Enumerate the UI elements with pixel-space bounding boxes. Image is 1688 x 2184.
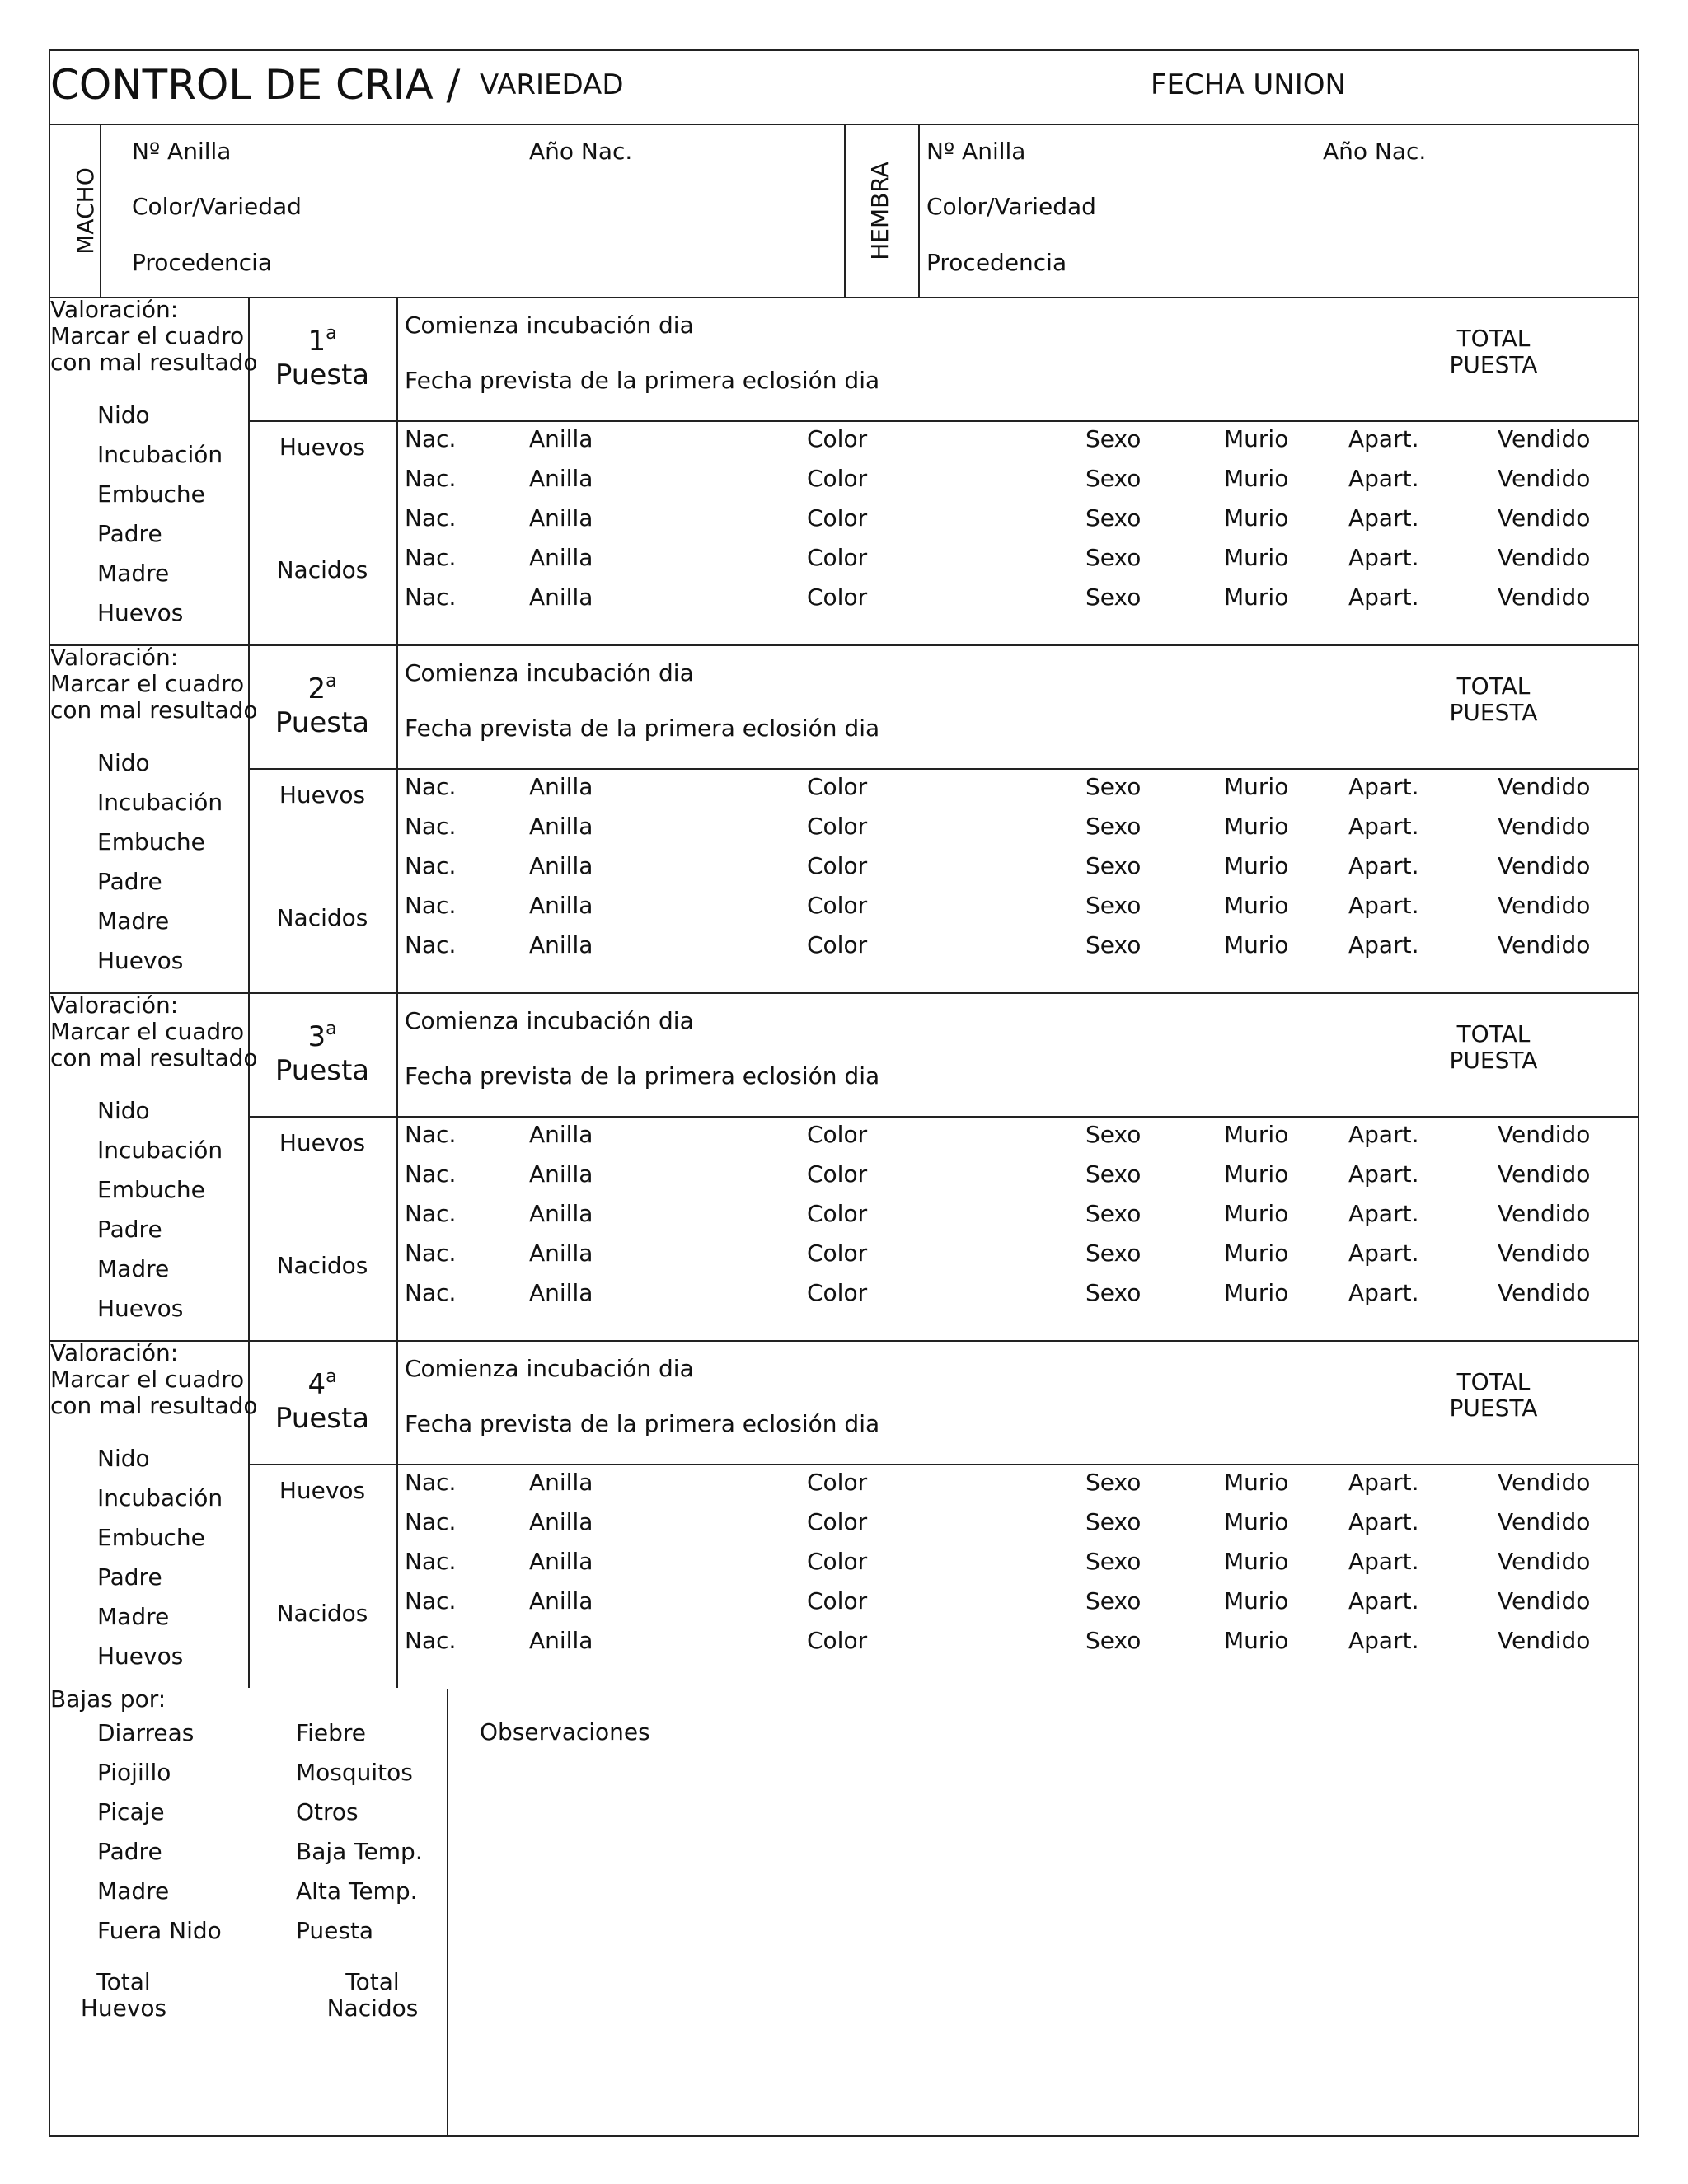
- row-anilla-label: Anilla: [529, 1508, 593, 1535]
- row-color-label: Color: [807, 1548, 868, 1575]
- valoracion-text: Marcar el cuadro: [50, 322, 245, 349]
- valoracion-text: Marcar el cuadro: [50, 670, 245, 697]
- huevos-label: Huevos: [279, 1477, 366, 1504]
- row-apart-label: Apart.: [1348, 813, 1419, 840]
- row-vendido-label: Vendido: [1498, 1469, 1591, 1496]
- row-nac-label: Nac.: [405, 773, 457, 800]
- puesta-number-suffix: a: [326, 1366, 337, 1387]
- row-vendido-label: Vendido: [1498, 544, 1591, 571]
- check-item: Nido: [97, 401, 150, 429]
- row-sexo-label: Sexo: [1085, 931, 1142, 958]
- row-sexo-label: Sexo: [1085, 1587, 1142, 1615]
- row-sexo-label: Sexo: [1085, 1548, 1142, 1575]
- check-item: Incubación: [97, 1484, 223, 1511]
- row-sexo-label: Sexo: [1085, 1200, 1142, 1227]
- row-apart-label: Apart.: [1348, 504, 1419, 532]
- row-apart-label: Apart.: [1348, 544, 1419, 571]
- puesta-number: [249, 323, 396, 358]
- row-color-label: Color: [807, 1508, 868, 1535]
- fecha-union-label: FECHA UNION: [1151, 68, 1346, 101]
- check-item: Huevos: [97, 1295, 184, 1322]
- row-vendido-label: Vendido: [1498, 1200, 1591, 1227]
- row-apart-label: Apart.: [1348, 1279, 1419, 1306]
- row-nac-label: Nac.: [405, 425, 457, 452]
- puesta-number: [249, 1019, 396, 1053]
- row-nac-label: Nac.: [405, 1200, 457, 1227]
- row-nac-label: Nac.: [405, 1587, 457, 1615]
- valoracion-text: Valoración:: [50, 991, 179, 1019]
- row-murio-label: Murio: [1224, 931, 1289, 958]
- total-huevos-line1: Total: [96, 1968, 151, 1995]
- parents-bottom-divider: [49, 297, 1639, 298]
- total-nacidos-line2: Nacidos: [326, 1994, 419, 2022]
- row-vendido-label: Vendido: [1498, 1627, 1591, 1654]
- huevos-label: Huevos: [279, 434, 366, 461]
- row-color-label: Color: [807, 504, 868, 532]
- row-murio-label: Murio: [1224, 1121, 1289, 1148]
- row-vendido-label: Vendido: [1498, 1548, 1591, 1575]
- puesta-label-divider: [396, 1341, 398, 1688]
- row-color-label: Color: [807, 425, 868, 452]
- comienza-incubacion: Comienza incubación dia: [405, 312, 694, 339]
- puesta-label-divider: [396, 993, 398, 1340]
- row-sexo-label: Sexo: [1085, 773, 1142, 800]
- hembra-label: HEMBRA: [866, 162, 893, 260]
- row-sexo-label: Sexo: [1085, 1469, 1142, 1496]
- row-apart-label: Apart.: [1348, 1508, 1419, 1535]
- puesta-number: [249, 1366, 396, 1401]
- row-apart-label: Apart.: [1348, 852, 1419, 879]
- macho-color: Color/Variedad: [132, 193, 302, 220]
- row-anilla-label: Anilla: [529, 1279, 593, 1306]
- row-anilla-label: Anilla: [529, 1160, 593, 1188]
- row-color-label: Color: [807, 583, 868, 611]
- row-sexo-label: Sexo: [1085, 1508, 1142, 1535]
- row-color-label: Color: [807, 1240, 868, 1267]
- row-vendido-label: Vendido: [1498, 1121, 1591, 1148]
- row-anilla-label: Anilla: [529, 425, 593, 452]
- puesta-label: Puesta: [274, 359, 370, 391]
- row-apart-label: Apart.: [1348, 425, 1419, 452]
- row-sexo-label: Sexo: [1085, 425, 1142, 452]
- check-item: Padre: [97, 520, 162, 547]
- row-anilla-label: Anilla: [529, 504, 593, 532]
- row-color-label: Color: [807, 813, 868, 840]
- row-murio-label: Murio: [1224, 1508, 1289, 1535]
- puesta-number-digit: 1: [307, 325, 326, 358]
- row-sexo-label: Sexo: [1085, 1240, 1142, 1267]
- row-color-label: Color: [807, 1160, 868, 1188]
- total-puesta-line2: PUESTA: [1449, 1047, 1538, 1074]
- row-color-label: Color: [807, 1121, 868, 1148]
- row-color-label: Color: [807, 1627, 868, 1654]
- row-murio-label: Murio: [1224, 583, 1289, 611]
- puesta-header-divider: [248, 420, 1639, 422]
- comienza-incubacion: Comienza incubación dia: [405, 1355, 694, 1382]
- check-item: Madre: [97, 1255, 170, 1282]
- row-color-label: Color: [807, 544, 868, 571]
- check-item: Madre: [97, 560, 170, 587]
- row-murio-label: Murio: [1224, 1160, 1289, 1188]
- puesta-header-divider: [248, 1116, 1639, 1118]
- check-item: Madre: [97, 1603, 170, 1630]
- check-item: Huevos: [97, 1643, 184, 1670]
- puesta-label-divider: [396, 298, 398, 644]
- row-color-label: Color: [807, 1587, 868, 1615]
- row-color-label: Color: [807, 465, 868, 492]
- baja-item: Diarreas: [97, 1719, 195, 1746]
- row-anilla-label: Anilla: [529, 1587, 593, 1615]
- row-sexo-label: Sexo: [1085, 583, 1142, 611]
- baja-item: Puesta: [296, 1917, 374, 1944]
- macho-label: MACHO: [72, 167, 99, 255]
- row-nac-label: Nac.: [405, 813, 457, 840]
- row-anilla-label: Anilla: [529, 1240, 593, 1267]
- row-vendido-label: Vendido: [1498, 1279, 1591, 1306]
- row-anilla-label: Anilla: [529, 465, 593, 492]
- row-anilla-label: Anilla: [529, 813, 593, 840]
- hembra-label-divider: [918, 124, 920, 297]
- total-puesta-line2: PUESTA: [1449, 351, 1538, 378]
- row-murio-label: Murio: [1224, 544, 1289, 571]
- row-sexo-label: Sexo: [1085, 852, 1142, 879]
- row-nac-label: Nac.: [405, 1240, 457, 1267]
- row-apart-label: Apart.: [1348, 1200, 1419, 1227]
- total-puesta-line1: TOTAL: [1456, 1368, 1531, 1395]
- row-anilla-label: Anilla: [529, 1121, 593, 1148]
- row-vendido-label: Vendido: [1498, 852, 1591, 879]
- check-item: Huevos: [97, 599, 184, 626]
- row-nac-label: Nac.: [405, 1279, 457, 1306]
- row-murio-label: Murio: [1224, 465, 1289, 492]
- valoracion-text: Valoración:: [50, 1339, 179, 1366]
- row-vendido-label: Vendido: [1498, 583, 1591, 611]
- row-nac-label: Nac.: [405, 544, 457, 571]
- row-apart-label: Apart.: [1348, 1121, 1419, 1148]
- row-murio-label: Murio: [1224, 504, 1289, 532]
- row-murio-label: Murio: [1224, 852, 1289, 879]
- fecha-prevista: Fecha prevista de la primera eclosión dia: [405, 715, 880, 742]
- row-color-label: Color: [807, 773, 868, 800]
- row-anilla-label: Anilla: [529, 1627, 593, 1654]
- row-color-label: Color: [807, 931, 868, 958]
- row-sexo-label: Sexo: [1085, 1279, 1142, 1306]
- bajas-title: Bajas por:: [50, 1685, 166, 1713]
- baja-item: Baja Temp.: [296, 1838, 423, 1865]
- valoracion-text: con mal resultado: [50, 696, 258, 724]
- row-sexo-label: Sexo: [1085, 1121, 1142, 1148]
- check-item: Nido: [97, 1097, 150, 1124]
- row-anilla-label: Anilla: [529, 852, 593, 879]
- row-vendido-label: Vendido: [1498, 465, 1591, 492]
- row-nac-label: Nac.: [405, 931, 457, 958]
- macho-label-divider: [100, 124, 101, 297]
- row-anilla-label: Anilla: [529, 1200, 593, 1227]
- row-vendido-label: Vendido: [1498, 504, 1591, 532]
- puesta-header-divider: [248, 1464, 1639, 1465]
- row-color-label: Color: [807, 852, 868, 879]
- row-murio-label: Murio: [1224, 1587, 1289, 1615]
- bajas-divider: [447, 1689, 448, 2137]
- row-anilla-label: Anilla: [529, 892, 593, 919]
- row-color-label: Color: [807, 1200, 868, 1227]
- puesta-label: Puesta: [274, 1402, 370, 1435]
- baja-item: Mosquitos: [296, 1759, 413, 1786]
- row-color-label: Color: [807, 892, 868, 919]
- row-vendido-label: Vendido: [1498, 1160, 1591, 1188]
- macho-procedencia: Procedencia: [132, 249, 273, 276]
- valoracion-text: Marcar el cuadro: [50, 1018, 245, 1045]
- row-murio-label: Murio: [1224, 1469, 1289, 1496]
- total-huevos-line2: Huevos: [80, 1994, 167, 2022]
- macho-anilla: Nº Anilla: [132, 138, 232, 165]
- huevos-label: Huevos: [279, 1129, 366, 1156]
- row-vendido-label: Vendido: [1498, 892, 1591, 919]
- row-vendido-label: Vendido: [1498, 813, 1591, 840]
- check-item: Huevos: [97, 947, 184, 974]
- total-puesta-line2: PUESTA: [1449, 1394, 1538, 1422]
- row-nac-label: Nac.: [405, 465, 457, 492]
- puesta-header-divider: [248, 768, 1639, 770]
- row-apart-label: Apart.: [1348, 583, 1419, 611]
- row-anilla-label: Anilla: [529, 773, 593, 800]
- section-divider: [49, 1340, 1639, 1342]
- observaciones-label: Observaciones: [480, 1718, 650, 1746]
- macho-ano-nac: Año Nac.: [529, 138, 633, 165]
- nacidos-label: Nacidos: [276, 904, 368, 931]
- row-apart-label: Apart.: [1348, 931, 1419, 958]
- row-apart-label: Apart.: [1348, 1587, 1419, 1615]
- huevos-label: Huevos: [279, 781, 366, 808]
- fecha-prevista: Fecha prevista de la primera eclosión dia: [405, 367, 880, 394]
- puesta-label: Puesta: [274, 706, 370, 739]
- row-nac-label: Nac.: [405, 852, 457, 879]
- row-color-label: Color: [807, 1469, 868, 1496]
- puesta-number: [249, 671, 396, 705]
- valoracion-text: Marcar el cuadro: [50, 1366, 245, 1393]
- nacidos-label: Nacidos: [276, 556, 368, 583]
- puesta-number-suffix: a: [326, 323, 337, 344]
- check-item: Padre: [97, 1216, 162, 1243]
- row-sexo-label: Sexo: [1085, 813, 1142, 840]
- comienza-incubacion: Comienza incubación dia: [405, 659, 694, 687]
- row-nac-label: Nac.: [405, 583, 457, 611]
- puesta-number-suffix: a: [326, 671, 337, 691]
- baja-item: Otros: [296, 1798, 359, 1825]
- variedad-label: VARIEDAD: [480, 68, 624, 101]
- baja-item: Piojillo: [97, 1759, 171, 1786]
- row-nac-label: Nac.: [405, 1508, 457, 1535]
- row-color-label: Color: [807, 1279, 868, 1306]
- row-anilla-label: Anilla: [529, 1548, 593, 1575]
- row-murio-label: Murio: [1224, 813, 1289, 840]
- puesta-label-divider: [396, 645, 398, 992]
- total-puesta-line1: TOTAL: [1456, 673, 1531, 700]
- row-nac-label: Nac.: [405, 1548, 457, 1575]
- valoracion-text: Valoración:: [50, 296, 179, 323]
- row-apart-label: Apart.: [1348, 892, 1419, 919]
- row-vendido-label: Vendido: [1498, 425, 1591, 452]
- puesta-number-digit: 2: [307, 673, 326, 705]
- check-item: Nido: [97, 1445, 150, 1472]
- total-puesta-line1: TOTAL: [1456, 1020, 1531, 1047]
- puesta-number-digit: 3: [307, 1020, 326, 1053]
- row-sexo-label: Sexo: [1085, 544, 1142, 571]
- row-murio-label: Murio: [1224, 1240, 1289, 1267]
- valoracion-text: con mal resultado: [50, 1392, 258, 1419]
- valoracion-text: con mal resultado: [50, 1044, 258, 1071]
- row-sexo-label: Sexo: [1085, 465, 1142, 492]
- check-item: Embuche: [97, 828, 205, 855]
- row-apart-label: Apart.: [1348, 465, 1419, 492]
- form-title: CONTROL DE CRIA /: [50, 61, 461, 109]
- row-murio-label: Murio: [1224, 892, 1289, 919]
- hembra-anilla: Nº Anilla: [926, 138, 1026, 165]
- puesta-number-suffix: a: [326, 1019, 337, 1039]
- row-apart-label: Apart.: [1348, 1548, 1419, 1575]
- check-item: Madre: [97, 907, 170, 935]
- hembra-procedencia: Procedencia: [926, 249, 1067, 276]
- row-anilla-label: Anilla: [529, 583, 593, 611]
- row-apart-label: Apart.: [1348, 1160, 1419, 1188]
- nacidos-label: Nacidos: [276, 1252, 368, 1279]
- section-divider: [49, 992, 1639, 994]
- row-vendido-label: Vendido: [1498, 1587, 1591, 1615]
- hembra-color: Color/Variedad: [926, 193, 1096, 220]
- hembra-ano-nac: Año Nac.: [1323, 138, 1427, 165]
- row-sexo-label: Sexo: [1085, 892, 1142, 919]
- row-murio-label: Murio: [1224, 1279, 1289, 1306]
- check-item: Embuche: [97, 1524, 205, 1551]
- valoracion-text: con mal resultado: [50, 349, 258, 376]
- baja-item: Madre: [97, 1877, 170, 1905]
- row-murio-label: Murio: [1224, 425, 1289, 452]
- row-murio-label: Murio: [1224, 1548, 1289, 1575]
- row-sexo-label: Sexo: [1085, 1160, 1142, 1188]
- check-item: Nido: [97, 749, 150, 776]
- baja-item: Picaje: [97, 1798, 165, 1825]
- nacidos-label: Nacidos: [276, 1600, 368, 1627]
- row-apart-label: Apart.: [1348, 773, 1419, 800]
- section-divider: [49, 644, 1639, 646]
- row-apart-label: Apart.: [1348, 1240, 1419, 1267]
- baja-item: Alta Temp.: [296, 1877, 418, 1905]
- puesta-number-digit: 4: [307, 1368, 326, 1401]
- baja-item: Fiebre: [296, 1719, 366, 1746]
- valoracion-text: Valoración:: [50, 644, 179, 671]
- row-sexo-label: Sexo: [1085, 504, 1142, 532]
- row-apart-label: Apart.: [1348, 1627, 1419, 1654]
- check-item: Incubación: [97, 789, 223, 816]
- row-apart-label: Apart.: [1348, 1469, 1419, 1496]
- row-nac-label: Nac.: [405, 892, 457, 919]
- row-vendido-label: Vendido: [1498, 1508, 1591, 1535]
- row-anilla-label: Anilla: [529, 544, 593, 571]
- row-nac-label: Nac.: [405, 1627, 457, 1654]
- total-puesta-line1: TOTAL: [1456, 325, 1531, 352]
- row-vendido-label: Vendido: [1498, 931, 1591, 958]
- row-nac-label: Nac.: [405, 1121, 457, 1148]
- row-nac-label: Nac.: [405, 504, 457, 532]
- row-anilla-label: Anilla: [529, 1469, 593, 1496]
- check-item: Embuche: [97, 1176, 205, 1203]
- row-anilla-label: Anilla: [529, 931, 593, 958]
- row-vendido-label: Vendido: [1498, 1240, 1591, 1267]
- fecha-prevista: Fecha prevista de la primera eclosión dia: [405, 1062, 880, 1090]
- comienza-incubacion: Comienza incubación dia: [405, 1007, 694, 1034]
- check-item: Embuche: [97, 480, 205, 508]
- parents-middle-divider: [844, 124, 846, 297]
- row-murio-label: Murio: [1224, 1627, 1289, 1654]
- fecha-prevista: Fecha prevista de la primera eclosión dia: [405, 1410, 880, 1437]
- baja-item: Padre: [97, 1838, 162, 1865]
- puesta-label: Puesta: [274, 1054, 370, 1087]
- row-vendido-label: Vendido: [1498, 773, 1591, 800]
- row-nac-label: Nac.: [405, 1469, 457, 1496]
- total-puesta-line2: PUESTA: [1449, 699, 1538, 726]
- check-item: Incubación: [97, 441, 223, 468]
- baja-item: Fuera Nido: [97, 1917, 222, 1944]
- row-murio-label: Murio: [1224, 1200, 1289, 1227]
- row-nac-label: Nac.: [405, 1160, 457, 1188]
- check-item: Padre: [97, 868, 162, 895]
- total-nacidos-line1: Total: [345, 1968, 400, 1995]
- row-sexo-label: Sexo: [1085, 1627, 1142, 1654]
- check-item: Padre: [97, 1563, 162, 1591]
- check-item: Incubación: [97, 1137, 223, 1164]
- row-murio-label: Murio: [1224, 773, 1289, 800]
